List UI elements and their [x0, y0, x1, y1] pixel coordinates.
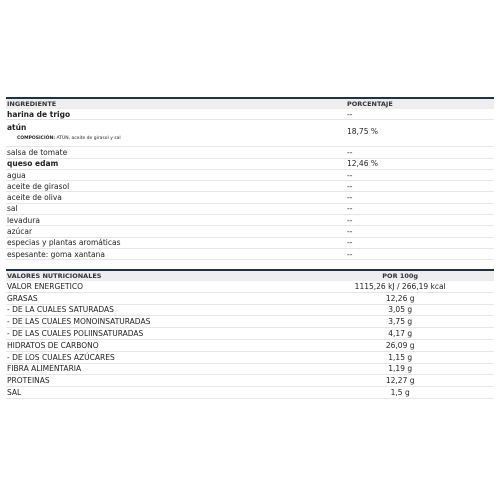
- nutrition-value: 1,15 g: [388, 352, 413, 362]
- ingredient-name: harina de trigo: [7, 109, 71, 119]
- ingredients-header-pct: PORCENTAJE: [347, 100, 393, 108]
- nutrition-name: SAL: [7, 388, 22, 398]
- ingredient-name: atún: [7, 123, 27, 133]
- ingredient-pct: --: [347, 181, 353, 191]
- nutrition-value: 4,17 g: [388, 329, 413, 339]
- ingredient-pct: --: [347, 109, 353, 119]
- ingredient-row: [6, 215, 494, 226]
- ingredient-pct: --: [347, 204, 353, 214]
- nutrition-name: GRASAS: [7, 293, 38, 303]
- nutrition-row: [6, 328, 494, 340]
- ingredient-pct: --: [347, 170, 353, 180]
- ingredient-pct: --: [347, 238, 353, 248]
- ingredient-row: [6, 159, 494, 170]
- nutrition-row: [6, 316, 494, 328]
- nutrition-row: [6, 281, 494, 293]
- nutrition-name: - DE LOS CUALES AZÚCARES: [7, 352, 115, 362]
- nutrition-table: [6, 269, 494, 399]
- nutrition-name: - DE LAS CUALES MONOINSATURADAS: [7, 317, 151, 327]
- ingredient-row: [6, 147, 494, 158]
- nutrition-header-name: VALORES NUTRICIONALES: [7, 272, 102, 280]
- nutrition-value: 12,27 g: [385, 376, 415, 386]
- ingredient-row: [6, 226, 494, 237]
- ingredient-name: levadura: [7, 215, 40, 225]
- ingredient-row: [6, 120, 494, 147]
- nutrition-value: 1,19 g: [388, 364, 413, 374]
- ingredient-pct: 12,46 %: [347, 159, 378, 169]
- ingredient-pct: --: [347, 249, 353, 259]
- nutrition-name: - DE LAS CUALES POLIINSATURADAS: [7, 329, 144, 339]
- ingredient-row: [6, 109, 494, 120]
- nutrition-header-val: POR 100g: [382, 272, 419, 280]
- ingredient-pct: 18,75 %: [347, 127, 378, 137]
- ingredient-pct: --: [347, 227, 353, 237]
- nutrition-name: PROTEINAS: [7, 376, 50, 386]
- ingredient-name: salsa de tomate: [7, 147, 68, 157]
- ingredient-row: [6, 192, 494, 203]
- ingredient-name: azúcar: [7, 227, 33, 237]
- ingredient-row: [6, 249, 494, 260]
- ingredient-row: [6, 204, 494, 215]
- ingredient-name: agua: [7, 170, 26, 180]
- ingredient-name: sal: [7, 204, 18, 214]
- ingredient-pct: --: [347, 215, 353, 225]
- ingredient-name: queso edam: [7, 159, 59, 169]
- nutrition-value: 12,26 g: [385, 293, 415, 303]
- nutrition-name: FIBRA ALIMENTARIA: [7, 364, 82, 374]
- nutrition-row: [6, 387, 494, 399]
- nutrition-header: [6, 269, 494, 281]
- ingredient-name: espesante: goma xantana: [7, 249, 105, 259]
- ingredients-table: [6, 97, 494, 260]
- ingredient-row: [6, 181, 494, 192]
- ingredient-row: [6, 238, 494, 249]
- nutrition-name: VALOR ENERGETICO: [7, 281, 83, 291]
- ingredients-header-name: INGREDIENTE: [7, 100, 57, 108]
- nutrition-value: 3,75 g: [388, 317, 413, 327]
- ingredient-name: especias y plantas aromáticas: [7, 238, 121, 248]
- nutrition-name: HIDRATOS DE CARBONO: [7, 340, 99, 350]
- nutrition-row: [6, 293, 494, 305]
- nutrition-row: [6, 305, 494, 317]
- nutrition-value: 26,09 g: [385, 340, 415, 350]
- ingredient-row: [6, 170, 494, 181]
- ingredient-pct: --: [347, 147, 353, 157]
- nutrition-value: 1115,26 kJ / 266,19 kcal: [354, 281, 446, 291]
- ingredient-name: aceite de girasol: [7, 181, 70, 191]
- nutrition-row: [6, 352, 494, 364]
- ingredient-composition: [7, 136, 347, 141]
- ingredient-pct: --: [347, 193, 353, 203]
- nutrition-name: - DE LA CUALES SATURADAS: [7, 305, 114, 315]
- nutrition-value: 3,05 g: [388, 305, 413, 315]
- composition-label: COMPOSICIÓN:: [17, 136, 56, 142]
- ingredients-header: [6, 97, 494, 109]
- nutrition-row: [6, 340, 494, 352]
- nutrition-value: 1,5 g: [390, 388, 410, 398]
- nutrition-row: [6, 375, 494, 387]
- ingredient-name: aceite de oliva: [7, 193, 62, 203]
- composition-text: ATÚN, aceite de girasol y sal: [56, 136, 121, 142]
- nutrition-row: [6, 364, 494, 376]
